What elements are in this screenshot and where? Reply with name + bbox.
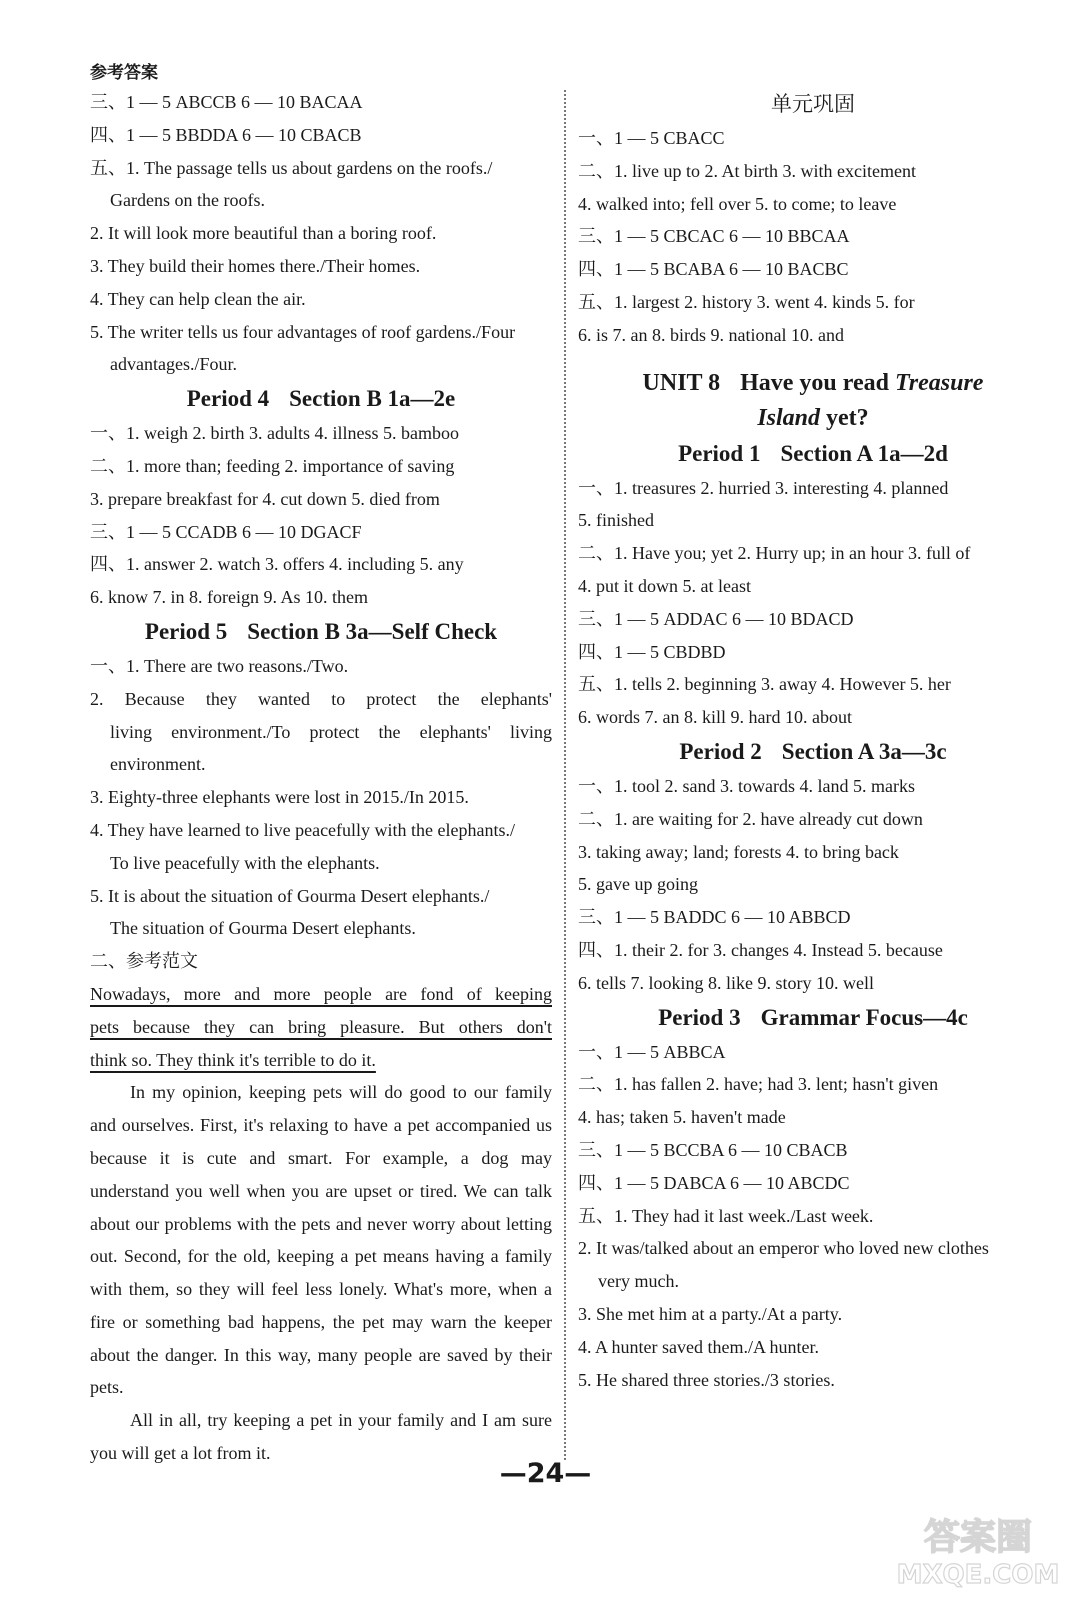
answer-line: 四、1. their 2. for 3. changes 4. Instead 5. because <box>578 939 943 960</box>
answer-line: 一、1 — 5 ABBCA <box>578 1041 726 1062</box>
answer-line: 一、1. tool 2. sand 3. towards 4. land 5. marks <box>578 775 915 796</box>
answer-line: 二、1. Have you; yet 2. Hurry up; in an hour 3. full of <box>578 543 971 564</box>
section-heading-period-5 <box>90 614 552 650</box>
answer-line: 三、1 — 5 ABCCB 6 — 10 BACAA <box>90 92 363 112</box>
answer-line: 5. finished <box>578 510 654 531</box>
answer-line: advantages./Four. <box>110 354 237 375</box>
answer-line: 四、1. answer 2. watch 3. offers 4. including 5. any <box>90 554 464 575</box>
section-heading-period-4 <box>90 381 552 417</box>
answer-line: 四、1 — 5 BBDDA 6 — 10 CBACB <box>90 124 362 145</box>
answer-line: Gardens on the roofs. <box>110 190 265 211</box>
answer-line: 6. know 7. in 8. foreign 9. As 10. them <box>90 587 368 608</box>
answer-line: 二、1. live up to 2. At birth 3. with excitement <box>578 160 916 181</box>
right-column <box>578 86 1048 1396</box>
answer-line: 3. She met him at a party./At a party. <box>578 1303 843 1324</box>
unit-8-title-line-2 <box>578 401 1048 436</box>
answer-line: 一、1. treasures 2. hurried 3. interesting 4. planned <box>578 477 949 498</box>
watermark-logo <box>883 1507 1073 1592</box>
answer-line: very much. <box>598 1271 679 1292</box>
answer-line: 二、参考范文 <box>90 951 198 972</box>
answer-line: 6. tells 7. looking 8. like 9. story 10. well <box>578 972 874 993</box>
period-label: Period 4 <box>186 386 270 412</box>
section-label: Section B 3a—Self Check <box>247 618 498 644</box>
section-heading-unit-review: 单元巩固 <box>771 92 855 116</box>
answer-line: 二、1. has fallen 2. have; had 3. lent; hasn't given <box>578 1074 939 1095</box>
answer-line: living environment./To protect the elephants' living <box>110 721 552 742</box>
answer-line: 5. gave up going <box>578 874 698 895</box>
unit-title-book: Island <box>757 404 821 431</box>
section-heading-u8-period-3 <box>578 1000 1048 1036</box>
unit-title-text: yet? <box>820 404 869 431</box>
unit-8-title <box>578 366 1048 401</box>
answer-line: 2. It will look more beautiful than a boring roof. <box>90 223 437 244</box>
answer-line: environment. <box>110 754 206 775</box>
answer-line: 三、1 — 5 BADDC 6 — 10 ABBCD <box>578 907 851 928</box>
unit-title-book: Treasure <box>895 369 984 396</box>
answer-line: 三、1 — 5 ADDAC 6 — 10 BDACD <box>578 608 854 629</box>
answer-line: 一、1. weigh 2. birth 3. adults 4. illness 5. bamboo <box>90 423 459 444</box>
answer-line: The situation of Gourma Desert elephants. <box>110 918 416 939</box>
essay-underlined-line: Nowadays, more and more people are fond of keeping <box>90 983 552 1004</box>
answer-line: To live peacefully with the elephants. <box>110 852 380 873</box>
answer-line: 3. Eighty-three elephants were lost in 2015./In 2015. <box>90 787 469 808</box>
essay-underlined-line: pets because they can bring pleasure. But others don't <box>90 1016 552 1037</box>
answer-line: 5. It is about the situation of Gourma Desert elephants./ <box>90 885 490 906</box>
unit-title-text: Have you read <box>740 369 895 396</box>
answer-line: 五、1. tells 2. beginning 3. away 4. However 5. her <box>578 674 951 695</box>
answer-line: 2. Because they wanted to protect the elephants' <box>90 688 552 709</box>
answer-line: 4. has; taken 5. haven't made <box>578 1107 786 1128</box>
answer-line: 一、1 — 5 CBACC <box>578 128 725 148</box>
answer-line: 五、1. They had it last week./Last week. <box>578 1205 874 1226</box>
column-divider <box>564 90 566 1460</box>
watermark-url: MXQE.COM <box>896 1560 1060 1590</box>
left-column <box>90 86 552 1470</box>
section-label: Section A 3a—3c <box>781 738 947 764</box>
period-label: Period 3 <box>658 1004 741 1030</box>
answer-line: 四、1 — 5 CBDBD <box>578 641 726 662</box>
answer-line: 6. words 7. an 8. kill 9. hard 10. about <box>578 707 852 728</box>
page-header: 参考答案 <box>90 63 158 83</box>
period-label: Period 5 <box>144 618 228 644</box>
essay-paragraph: All in all, try keeping a pet in your family and I am sure you will get a lot from it. <box>90 1410 552 1464</box>
answer-line: 五、1. largest 2. history 3. went 4. kinds 5. for <box>578 291 915 312</box>
section-label: Section A 1a—2d <box>780 440 948 466</box>
answer-line: 二、1. more than; feeding 2. importance of saving <box>90 455 455 476</box>
answer-line: 3. taking away; land; forests 4. to bring back <box>578 841 899 862</box>
answer-line: 4. put it down 5. at least <box>578 575 751 596</box>
answer-line: 3. They build their homes there./Their homes. <box>90 255 421 276</box>
answer-line: 4. walked into; fell over 5. to come; to leave <box>578 193 897 214</box>
answer-line: 6. is 7. an 8. birds 9. national 10. and <box>578 324 844 345</box>
section-heading-u8-period-2 <box>578 734 1048 770</box>
answer-line: 二、1. are waiting for 2. have already cut down <box>578 808 923 829</box>
answer-line: 2. It was/talked about an emperor who loved new clothes <box>578 1238 989 1259</box>
period-label: Period 2 <box>679 738 762 764</box>
section-label: Grammar Focus—4c <box>760 1004 968 1030</box>
answer-line: 5. The writer tells us four advantages of roof gardens./Four <box>90 321 516 342</box>
answer-line: 4. They can help clean the air. <box>90 288 306 309</box>
section-heading-u8-period-1 <box>578 436 1048 472</box>
essay-paragraph: In my opinion, keeping pets will do good to our family and ourselves. First, it's relaxing to have a pet accompanied us because it is cute and smart. For example, a dog may understand you well when you are upset or tired. We can talk about our problems with the pets and never worry about letting out. Second, for the old, keeping a pet means having a family with them, so they will feel less lonely. What's more, when a fire or something bad happens, the pet may warn the keeper about the danger. In this way, many people are saved by their pets. <box>90 1082 552 1398</box>
answer-line: 三、1 — 5 CCADB 6 — 10 DGACF <box>90 521 362 542</box>
answer-line: 4. They have learned to live peacefully with the elephants./ <box>90 819 516 840</box>
unit-label: UNIT 8 <box>642 369 721 396</box>
answer-line: 三、1 — 5 BCCBA 6 — 10 CBACB <box>578 1139 848 1160</box>
answer-line: 五、1. The passage tells us about gardens on the roofs./ <box>90 157 493 178</box>
essay-underlined-line: think so. They think it's terrible to do it. <box>90 1049 376 1070</box>
answer-line: 四、1 — 5 DABCA 6 — 10 ABCDC <box>578 1172 850 1193</box>
answer-line: 4. A hunter saved them./A hunter. <box>578 1336 819 1357</box>
answer-line: 四、1 — 5 BCABA 6 — 10 BACBC <box>578 259 849 280</box>
answer-line: 三、1 — 5 CBCAC 6 — 10 BBCAA <box>578 226 850 247</box>
answer-line: 3. prepare breakfast for 4. cut down 5. died from <box>90 488 440 509</box>
period-label: Period 1 <box>678 440 761 466</box>
answer-line: 一、1. There are two reasons./Two. <box>90 655 349 676</box>
watermark-logo-text: 答案圈 <box>923 1517 1033 1558</box>
section-label: Section B 1a—2e <box>289 386 456 412</box>
page-number: —24— <box>499 1458 592 1489</box>
answer-line: 5. He shared three stories./3 stories. <box>578 1369 835 1390</box>
